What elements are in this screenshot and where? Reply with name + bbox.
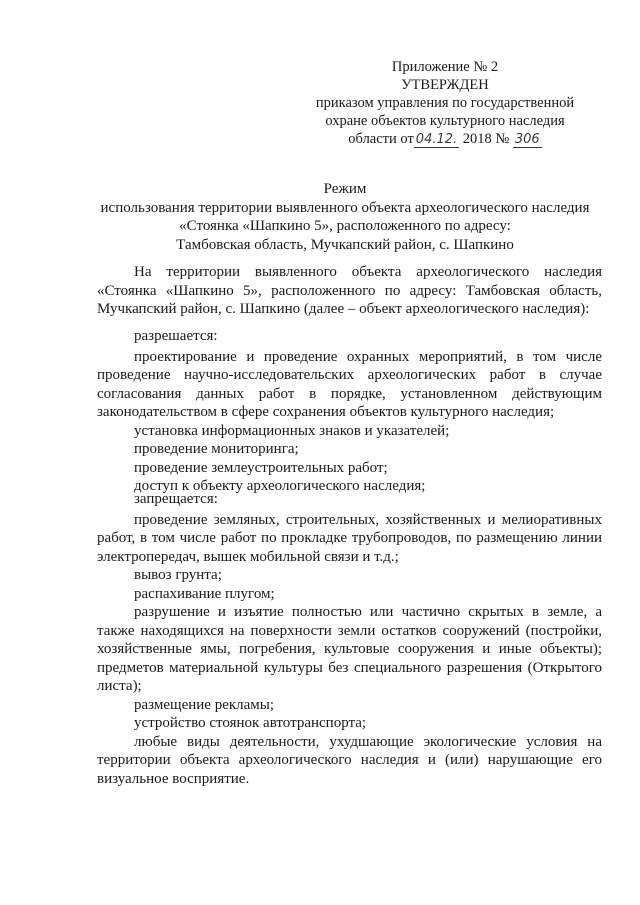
forbidden-item: размещение рекламы; bbox=[134, 696, 275, 713]
appendix-label: Приложение № 2 bbox=[391, 59, 499, 75]
order-year: 2018 № bbox=[462, 131, 510, 147]
order-prefix: области от bbox=[348, 131, 414, 147]
allowed-item: проектирование и проведение охранных мероприятий, в том числе проведение научно-исследовательских археологических работ в случае согласования данных работ в порядке, установленном действующим законодательством в сфере сохранения объектов культурного наследия; bbox=[97, 348, 602, 420]
approval-header bbox=[300, 58, 590, 148]
forbidden-section bbox=[97, 490, 602, 788]
title-line-3: Тамбовская область, Мучкапский район, с. Шапкино bbox=[176, 236, 514, 253]
allowed-item: проведение землеустроительных работ; bbox=[134, 459, 388, 476]
forbidden-item: разрушение и изъятие полностью или частично скрытых в земле, а также находящихся на поверхности земли остатков сооружений (постройки, хозяйственные ямы, погребения, культовые сооружения и иные объекты); предметов материальной культуры без специального разрешения (Открытого листа); bbox=[97, 604, 602, 694]
forbidden-item: вывоз грунта; bbox=[134, 567, 222, 583]
title-line-1: использования территории выявленного объекта археологического наследия bbox=[100, 199, 590, 216]
forbidden-item: устройство стоянок автотранспорта; bbox=[134, 715, 367, 731]
order-date-handwritten: 04.12. bbox=[415, 132, 458, 147]
intro-paragraph: На территории выявленного объекта археологического наследия «Стоянка «Шапкино 5», расположенного по адресу: Тамбовская область, Мучкапский район, с. Шапкино (далее – объект археологического наследия): bbox=[97, 264, 602, 317]
forbidden-item: проведение земляных, строительных, хозяйственных и мелиоративных работ, в том числе работ по прокладке трубопроводов, по размещению линии электропередач, вышек мобильной связи и т.д.; bbox=[97, 511, 602, 565]
allowed-item: доступ к объекту археологического наследия; bbox=[134, 478, 426, 494]
allowed-item: проведение мониторинга; bbox=[134, 441, 299, 457]
document-title bbox=[80, 180, 610, 254]
order-line-1: приказом управления по государственной bbox=[315, 95, 575, 111]
order-number-handwritten: 306 bbox=[514, 132, 540, 147]
approved-label: УТВЕРЖДЕН bbox=[401, 77, 489, 93]
allowed-item: установка информационных знаков и указателей; bbox=[134, 422, 450, 439]
forbidden-heading: запрещается: bbox=[134, 491, 218, 507]
order-line-2: охране объектов культурного наследия bbox=[325, 113, 565, 129]
allowed-section bbox=[97, 327, 602, 496]
allowed-heading: разрешается: bbox=[134, 328, 218, 344]
title-word: Режим bbox=[323, 181, 367, 197]
forbidden-item: любые виды деятельности, ухудшающие экологические условия на территории объекта археологического наследия и (или) нарушающие его визуальное восприятие. bbox=[97, 733, 602, 787]
title-line-2: «Стоянка «Шапкино 5», расположенного по адресу: bbox=[179, 218, 511, 234]
forbidden-item: распахивание плугом; bbox=[134, 585, 275, 602]
order-date-line bbox=[300, 130, 590, 148]
